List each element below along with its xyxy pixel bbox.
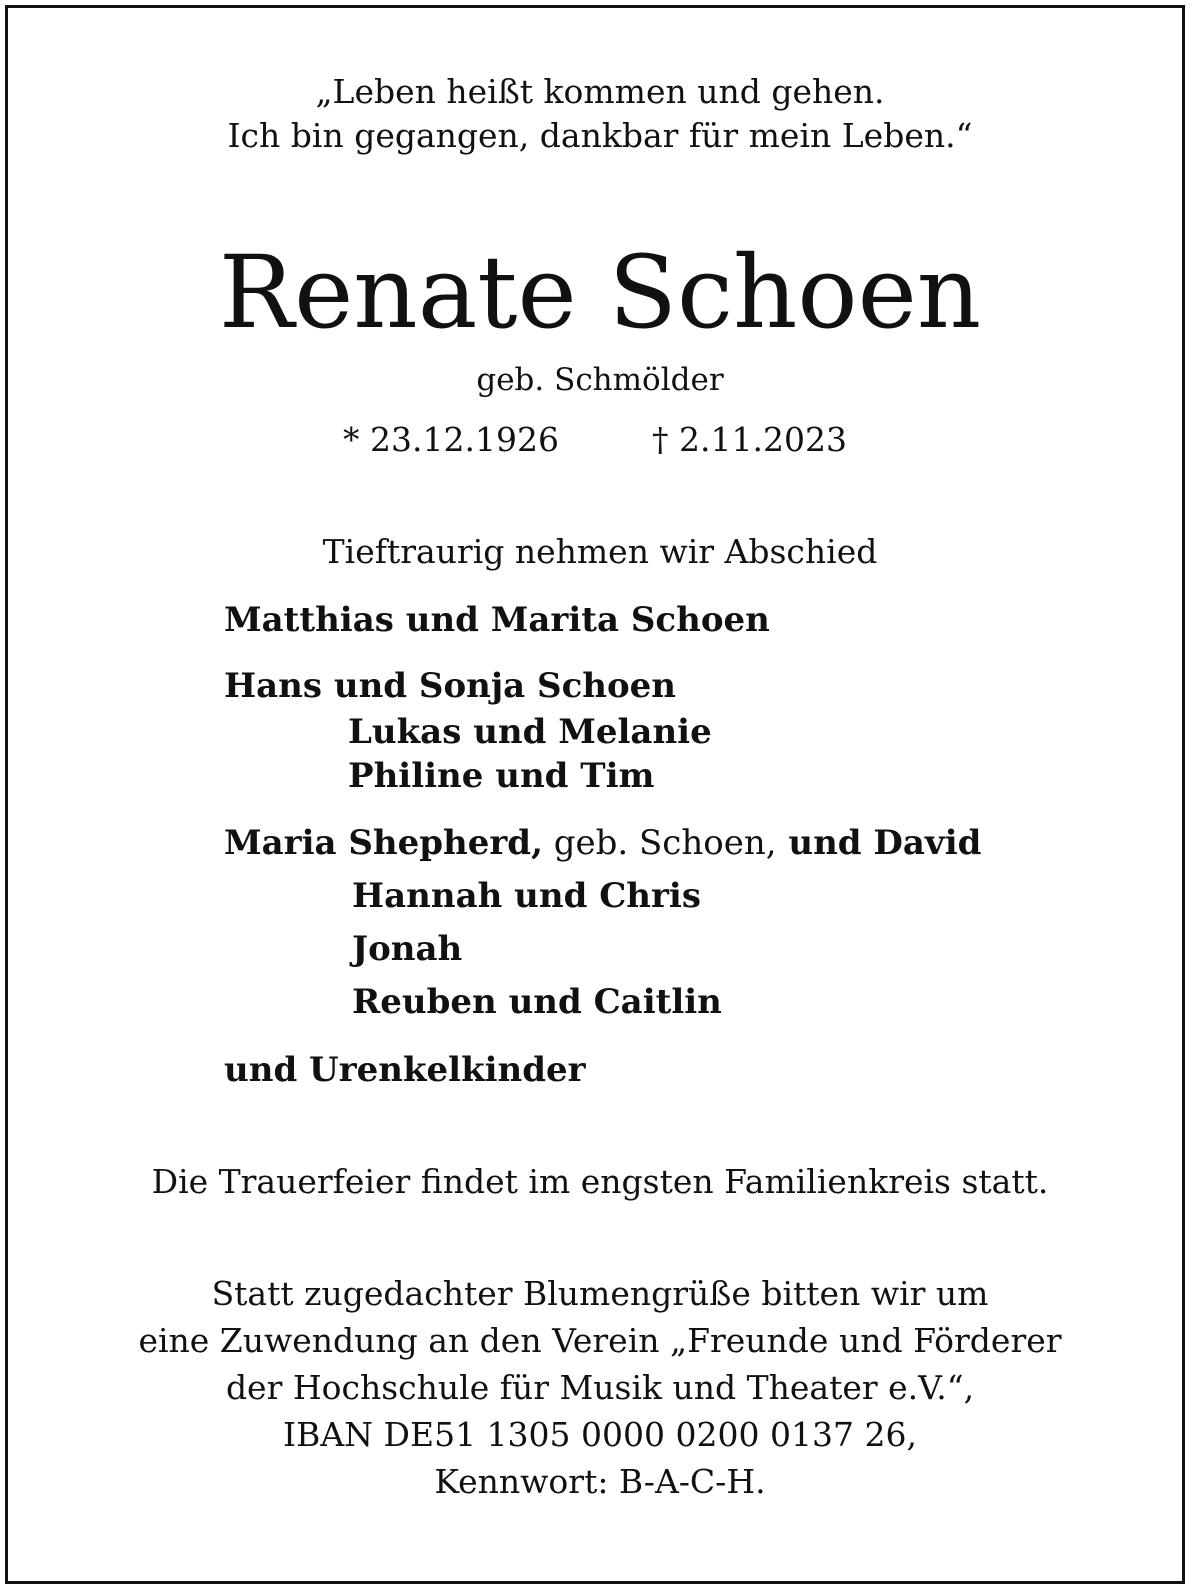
mourner-family-2: Hans und Sonja Schoen <box>224 666 677 706</box>
grandchildren-3a: Hannah und Chris <box>352 876 701 916</box>
birth-name: geb. Schmölder <box>476 362 724 398</box>
quote-line-2: Ich bin gegangen, dankbar für mein Leben.“ <box>227 116 973 155</box>
mourner-family-1: Matthias und Marita Schoen <box>224 600 770 640</box>
quote-line-1: „Leben heißt kommen und gehen. <box>315 72 885 111</box>
mourner-3-name: Maria Shepherd, <box>224 823 543 863</box>
donation-keyword: Kennwort: B-A-C-H. <box>434 1462 766 1501</box>
donation-iban: IBAN DE51 1305 0000 0200 0137 26, <box>283 1415 917 1454</box>
mourner-3-partner: und David <box>776 823 982 863</box>
grandchildren-2a: Lukas und Melanie <box>348 712 712 752</box>
birth-date: * 23.12.1926 <box>343 420 559 459</box>
grandchildren-3b: Jonah <box>352 929 463 969</box>
donation-line-3: der Hochschule für Musik und Theater e.V.“, <box>225 1368 975 1407</box>
grandchildren-2b: Philine und Tim <box>348 756 655 796</box>
grandchildren-3c: Reuben und Caitlin <box>352 982 722 1022</box>
donation-line-2: eine Zuwendung an den Verein „Freunde und Förderer <box>138 1321 1062 1360</box>
great-grandchildren: und Urenkelkinder <box>224 1050 586 1090</box>
ceremony-notice: Die Trauerfeier findet im engsten Familienkreis statt. <box>151 1162 1049 1201</box>
death-date: † 2.11.2023 <box>652 420 847 459</box>
farewell-intro: Tieftraurig nehmen wir Abschied <box>322 532 878 571</box>
mourner-3-birth-name: geb. Schoen, <box>542 823 777 863</box>
donation-line-1: Statt zugedachter Blumengrüße bitten wir um <box>211 1274 989 1313</box>
deceased-name: Renate Schoen <box>218 234 982 351</box>
mourner-family-3 <box>224 823 981 863</box>
